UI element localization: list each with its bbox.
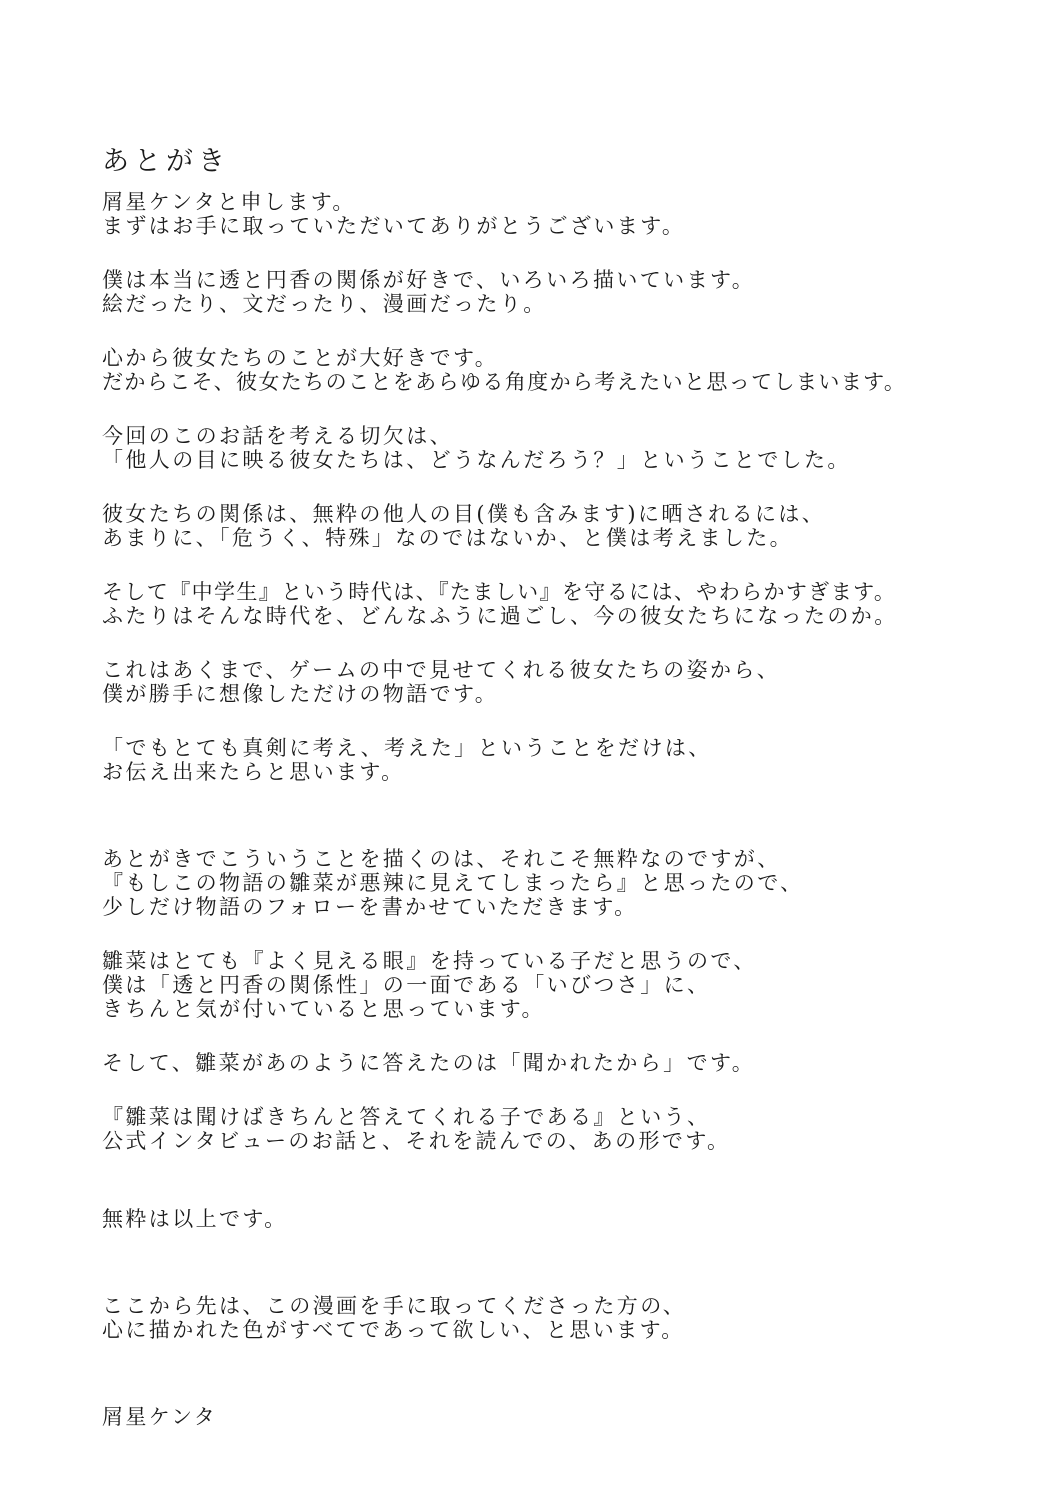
text-line: 「でもとても真剣に考え、考えた」ということをだけは、	[102, 736, 712, 760]
text-line: 「他人の目に映る彼女たちは、どうなんだろう？」ということでした。	[102, 448, 851, 472]
text-line: ここから先は、この漫画を手に取ってくださった方の、	[102, 1294, 687, 1318]
text-line: 僕が勝手に想像しただけの物語です。	[102, 682, 499, 706]
text-line: 雛菜はとても『よく見える眼』を持っている子だと思うので、	[102, 949, 757, 973]
text-line: あとがきでこういうことを描くのは、それこそ無粋なのですが、	[102, 847, 781, 871]
author-signature: 屑星ケンタ	[102, 1405, 218, 1429]
afterword-page	[102, 140, 1002, 1429]
text-line: 無粋は以上です。	[102, 1207, 288, 1231]
text-line: あまりに、「危うく、特殊」なのではないか、と僕は考えました。	[102, 526, 794, 550]
text-line: お伝え出来たらと思います。	[102, 760, 405, 784]
text-line: 彼女たちの関係は、無粋の他人の目(僕も含みます)に晒されるには、	[102, 502, 826, 526]
text-line: だからこそ、彼女たちのことをあらゆる角度から考えたいと思ってしまいます。	[102, 370, 907, 394]
text-line: 『もしこの物語の雛菜が悪辣に見えてしまったら』と思ったので、	[102, 871, 804, 895]
text-line: 僕は本当に透と円香の関係が好きで、いろいろ描いています。	[102, 268, 756, 292]
text-line: 『雛菜は聞けばきちんと答えてくれる子である』という、	[102, 1105, 711, 1129]
text-line: 僕は「透と円香の関係性」の一面である「いびつさ」に、	[102, 973, 711, 997]
text-line: まずはお手に取っていただいてありがとうございます。	[102, 214, 686, 238]
text-line: 絵だったり、文だったり、漫画だったり。	[102, 292, 547, 316]
text-line: 公式インタビューのお話と、それを読んでの、あの形です。	[102, 1129, 731, 1153]
text-line: 心から彼女たちのことが大好きです。	[102, 346, 499, 370]
text-line: そして、雛菜があのように答えたのは「聞かれたから」です。	[102, 1051, 756, 1075]
text-line: 少しだけ物語のフォローを書かせていただきます。	[102, 895, 638, 919]
text-line: 屑星ケンタと申します。	[102, 190, 356, 214]
text-line: 今回のこのお話を考える切欠は、	[102, 424, 453, 448]
text-line: 心に描かれた色がすべてであって欲しい、と思います。	[102, 1318, 685, 1342]
text-line: そして『中学生』という時代は、『たましい』を守るには、やわらかすぎます。	[102, 580, 897, 604]
text-line: きちんと気が付いていると思っています。	[102, 997, 545, 1021]
text-line: ふたりはそんな時代を、どんなふうに過ごし、今の彼女たちになったのか。	[102, 604, 898, 628]
page-title: あとがき	[102, 146, 230, 177]
text-line: これはあくまで、ゲームの中で見せてくれる彼女たちの姿から、	[102, 658, 781, 682]
